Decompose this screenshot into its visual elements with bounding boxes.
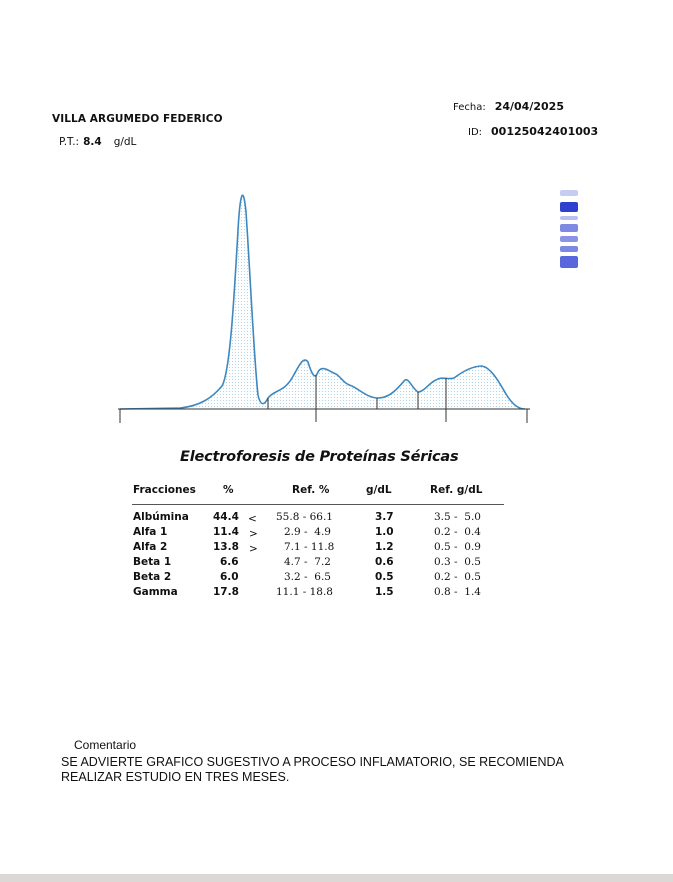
fraction-ref-percent: 55.8 - 66.1	[276, 511, 333, 523]
comment-text: SE ADVIERTE GRAFICO SUGESTIVO A PROCESO INFLAMATORIO, SE RECOMIENDA REALIZAR ESTUDIO EN TRES MESES.	[61, 755, 564, 784]
fraction-ref-gdl: 0.3 - 0.5	[434, 556, 481, 568]
fraction-gdl: 0.5	[375, 571, 394, 583]
fraction-ref-gdl: 0.2 - 0.4	[434, 526, 481, 538]
fraction-ref-percent: 4.7 - 7.2	[284, 556, 331, 568]
fraction-flag: >	[249, 543, 258, 555]
fraction-name: Alfa 1	[133, 526, 168, 538]
total-protein-value: 8.4	[83, 136, 102, 148]
gel-band	[560, 202, 578, 212]
curve-fill	[120, 195, 525, 409]
col-header-ref-percent: Ref. %	[292, 484, 330, 496]
page-bottom-edge	[0, 874, 673, 882]
gel-band	[560, 246, 578, 252]
table-header-rule	[132, 504, 504, 505]
fraction-ref-percent: 11.1 - 18.8	[276, 586, 333, 598]
fraction-ref-percent: 3.2 - 6.5	[284, 571, 331, 583]
fraction-flag: <	[248, 513, 257, 525]
fraction-gdl: 1.0	[375, 526, 394, 538]
patient-name: VILLA ARGUMEDO FEDERICO	[52, 113, 223, 125]
col-header-ref-gdl: Ref. g/dL	[430, 484, 483, 496]
fraction-gdl: 1.2	[375, 541, 394, 553]
fraction-name: Gamma	[133, 586, 178, 598]
gel-band	[560, 216, 578, 220]
date-label: Fecha:	[453, 102, 486, 113]
fraction-name: Albúmina	[133, 511, 189, 523]
gel-band-strip	[558, 186, 580, 274]
col-header-gdl: g/dL	[366, 484, 392, 496]
fraction-percent: 44.4	[213, 511, 239, 523]
gel-band	[560, 236, 578, 242]
fraction-ref-percent: 2.9 - 4.9	[284, 526, 331, 538]
fraction-gdl: 3.7	[375, 511, 394, 523]
total-protein-unit: g/dL	[113, 136, 137, 148]
gel-band	[560, 256, 578, 268]
id-label: ID:	[468, 127, 483, 138]
col-header-fracciones: Fracciones	[133, 484, 196, 496]
fraction-ref-percent: 7.1 - 11.8	[284, 541, 335, 553]
fraction-name: Alfa 2	[133, 541, 168, 553]
fraction-percent: 13.8	[213, 541, 239, 553]
fraction-percent: 6.0	[220, 571, 239, 583]
fraction-flag: >	[249, 528, 258, 540]
comment-label: Comentario	[74, 738, 137, 752]
date-value: 24/04/2025	[494, 100, 564, 113]
fraction-name: Beta 2	[133, 571, 172, 583]
fraction-percent: 11.4	[213, 526, 239, 538]
gel-band	[560, 190, 578, 196]
fraction-name: Beta 1	[133, 556, 172, 568]
gel-band	[560, 224, 578, 232]
fraction-gdl: 0.6	[375, 556, 394, 568]
total-protein-label: P.T.:	[59, 136, 80, 148]
fraction-ref-gdl: 0.2 - 0.5	[434, 571, 481, 583]
fraction-percent: 17.8	[213, 586, 239, 598]
id-value: 00125042401003	[491, 125, 599, 138]
fraction-gdl: 1.5	[375, 586, 394, 598]
fraction-percent: 6.6	[220, 556, 239, 568]
report-title: Electroforesis de Proteínas Séricas	[180, 449, 459, 465]
fraction-ref-gdl: 0.5 - 0.9	[434, 541, 481, 553]
fraction-ref-gdl: 0.8 - 1.4	[434, 586, 481, 598]
col-header-percent: %	[223, 484, 234, 496]
fraction-ref-gdl: 3.5 - 5.0	[434, 511, 481, 523]
